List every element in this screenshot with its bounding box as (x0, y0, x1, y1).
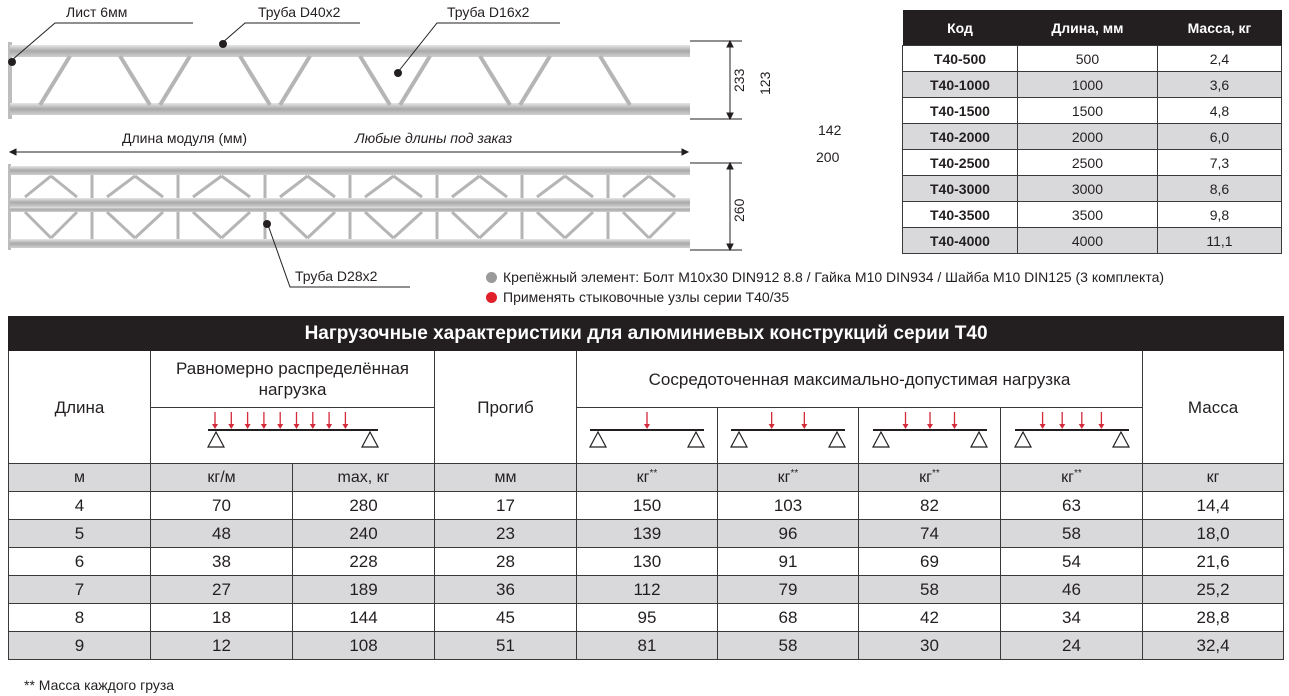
load-arrow-icon (1059, 412, 1065, 429)
header-point-load: Сосредоточенная максимально-допустимая нагрузка (577, 351, 1143, 408)
brace-tube (480, 176, 508, 197)
unit-cell (718, 464, 859, 492)
load-table-row (9, 632, 1284, 660)
header-mass: Масса, кг (1157, 10, 1281, 46)
brace-tube (280, 176, 308, 197)
load-cell: 139 (577, 520, 718, 548)
brace-tube (452, 212, 480, 238)
load-arrow-icon (212, 412, 218, 429)
code-table-row (903, 124, 1282, 150)
cell-length: 3000 (1017, 176, 1157, 202)
brace-tube (222, 176, 251, 197)
note-fastener (486, 267, 1164, 287)
load-cell: 17 (435, 492, 577, 520)
load-cell: 46 (1001, 576, 1143, 604)
cell-code: T40-1500 (903, 98, 1018, 124)
cell-length: 3500 (1017, 202, 1157, 228)
footnote-marker: ** (932, 468, 940, 479)
brace-tube (25, 176, 51, 197)
header-mass: Масса (1143, 351, 1284, 464)
load-cell: 68 (718, 604, 859, 632)
brace-tube (308, 212, 336, 238)
module-length-label: Длина модуля (мм) (122, 130, 248, 146)
code-table-row (903, 202, 1282, 228)
load-cell: 95 (577, 604, 718, 632)
load-cell: 240 (293, 520, 435, 548)
load-cell: 228 (293, 548, 435, 576)
callout-tube-brace: Труба D16x2 (447, 4, 530, 20)
length-dim-line (10, 149, 688, 155)
cell-mass: 11,1 (1157, 228, 1281, 254)
brace-tube (520, 56, 550, 105)
footnote-marker: ** (649, 468, 658, 479)
load-cell: 58 (1001, 520, 1143, 548)
cell-code: T40-500 (903, 46, 1018, 72)
brace-tube (600, 56, 630, 105)
cell-mass: 3,6 (1157, 72, 1281, 98)
load-table-row (9, 492, 1284, 520)
unit-cell (293, 464, 435, 492)
cell-length: 1500 (1017, 98, 1157, 124)
header-length: Длина (9, 351, 151, 464)
support-icon (1015, 432, 1031, 447)
cell-length: 500 (1017, 46, 1157, 72)
brace-tube (51, 212, 77, 238)
load-cell: 48 (151, 520, 293, 548)
cell-code: T40-2000 (903, 124, 1018, 150)
load-cell: 32,4 (1143, 632, 1284, 660)
load-cell: 18,0 (1143, 520, 1284, 548)
brace-tube (480, 212, 508, 238)
code-table-row (903, 72, 1282, 98)
brace-tube (360, 56, 390, 105)
brace-tube (308, 176, 336, 197)
load-cell: 9 (9, 632, 151, 660)
load-arrow-icon (902, 412, 908, 429)
load-cell: 112 (577, 576, 718, 604)
load-cell: 42 (859, 604, 1001, 632)
support-icon (590, 432, 606, 447)
code-table-row (903, 98, 1282, 124)
footnote: ** Масса каждого груза (24, 677, 175, 693)
load-arrow-icon (293, 412, 299, 429)
load-cell: 82 (859, 492, 1001, 520)
truss-top-view (8, 164, 690, 250)
load-arrow-icon (342, 412, 348, 429)
header-deflection: Прогиб (435, 351, 577, 464)
load-table-row (9, 576, 1284, 604)
load-cell: 36 (435, 576, 577, 604)
dim-260-label: 260 (731, 198, 747, 222)
callout-sheet: Лист 6мм (66, 4, 128, 20)
units-row (9, 464, 1284, 492)
support-icon (971, 432, 987, 447)
dim-142-label: 142 (818, 122, 842, 138)
load-arrow-icon (228, 412, 234, 429)
brace-tube (135, 176, 163, 197)
unit-cell (1001, 464, 1143, 492)
brace-tube (649, 176, 675, 197)
code-table-header (903, 10, 1282, 46)
unit-cell (9, 464, 151, 492)
load-arrow-icon (244, 412, 250, 429)
load-cell: 54 (1001, 548, 1143, 576)
truss-side-view (8, 42, 690, 119)
unit-label: м (74, 468, 85, 486)
side-braces (40, 56, 630, 105)
point-load-diagram-1 (577, 408, 718, 464)
unit-cell (151, 464, 293, 492)
load-cell: 81 (577, 632, 718, 660)
load-cell: 6 (9, 548, 151, 576)
unit-label: кг (636, 469, 650, 486)
point-load-diagram-2 (718, 408, 859, 464)
load-arrow-icon (1039, 412, 1045, 429)
brace-tube (565, 176, 593, 197)
unit-label: кг (1061, 469, 1075, 486)
brace-tube (25, 212, 51, 238)
unit-label: кг (1206, 468, 1220, 486)
cell-length: 4000 (1017, 228, 1157, 254)
brace-tube (565, 212, 593, 238)
four-point-load-icon (1007, 408, 1137, 458)
brace-tube (394, 176, 423, 197)
load-cell: 280 (293, 492, 435, 520)
code-table-row (903, 46, 1282, 72)
load-cell: 25,2 (1143, 576, 1284, 604)
code-table-row (903, 228, 1282, 254)
cell-length: 2500 (1017, 150, 1157, 176)
load-cell: 51 (435, 632, 577, 660)
brace-tube (649, 212, 675, 238)
bottom-chord (10, 103, 690, 115)
uniform-load-diagram (151, 408, 435, 464)
load-arrow-icon (277, 412, 283, 429)
unit-cell (577, 464, 718, 492)
support-icon (688, 432, 704, 447)
header-uniform-load: Равномерно распределённая нагрузка (151, 351, 435, 408)
brace-tube (51, 176, 77, 197)
note-text: Применять стыковочные узлы серии T40/35 (503, 289, 790, 305)
brace-tube (623, 212, 649, 238)
load-cell: 4 (9, 492, 151, 520)
support-icon (1113, 432, 1129, 447)
load-arrow-icon (260, 412, 266, 429)
cell-mass: 4,8 (1157, 98, 1281, 124)
load-cell: 103 (718, 492, 859, 520)
brace-tube (537, 212, 565, 238)
support-icon (829, 432, 845, 447)
brace-tube (40, 56, 70, 105)
load-arrow-icon (1098, 412, 1104, 429)
brace-tube (365, 176, 394, 197)
brace-tube (394, 212, 423, 238)
gray-dot-icon (486, 272, 497, 283)
load-cell: 12 (151, 632, 293, 660)
load-arrow-icon (644, 412, 650, 429)
red-dot-icon (486, 292, 497, 303)
unit-label: мм (494, 468, 517, 486)
code-table-row (903, 150, 1282, 176)
load-cell: 108 (293, 632, 435, 660)
cell-length: 2000 (1017, 124, 1157, 150)
load-arrow-icon (927, 412, 933, 429)
support-icon (362, 432, 378, 447)
cell-mass: 8,6 (1157, 176, 1281, 202)
brace-tube (135, 212, 163, 238)
cell-code: T40-2500 (903, 150, 1018, 176)
load-cell: 34 (1001, 604, 1143, 632)
unit-label: кг (919, 469, 933, 486)
load-arrow-icon (309, 412, 315, 429)
brace-tube (280, 56, 310, 105)
brace-tube (222, 212, 251, 238)
brace-tube (107, 212, 135, 238)
load-cell: 91 (718, 548, 859, 576)
note-text: Крепёжный элемент: Болт М10x30 DIN912 8.8 / Гайка М10 DIN934 / Шайба М10 DIN125 (3 комплекта) (503, 269, 1165, 285)
load-cell: 5 (9, 520, 151, 548)
top-chord (10, 45, 690, 57)
load-table-header-row (9, 351, 1284, 408)
load-cell: 45 (435, 604, 577, 632)
truss-drawing-svg (0, 0, 760, 300)
load-cell: 38 (151, 548, 293, 576)
unit-label: max, кг (337, 468, 390, 486)
load-cell: 70 (151, 492, 293, 520)
code-table-row (903, 176, 1282, 202)
load-cell: 30 (859, 632, 1001, 660)
load-cell: 28 (435, 548, 577, 576)
brace-tube (107, 176, 135, 197)
load-arrow-icon (769, 412, 775, 429)
load-table-title-row (9, 317, 1284, 351)
cell-code: T40-1000 (903, 72, 1018, 98)
load-table-row (9, 520, 1284, 548)
unit-cell (1143, 464, 1284, 492)
load-cell: 74 (859, 520, 1001, 548)
load-cell: 7 (9, 576, 151, 604)
load-table-title: Нагрузочные характеристики для алюминиевых конструкций серии T40 (9, 317, 1284, 351)
brace-tube (193, 212, 222, 238)
note-connector (486, 287, 1164, 307)
load-cell: 58 (718, 632, 859, 660)
load-arrow-icon (801, 412, 807, 429)
custom-length-label: Любые длины под заказ (355, 130, 513, 146)
brace-tube (240, 56, 270, 105)
load-arrow-icon (326, 412, 332, 429)
load-table (8, 316, 1284, 660)
unit-label: кг (777, 469, 791, 486)
cell-mass: 2,4 (1157, 46, 1281, 72)
load-cell: 96 (718, 520, 859, 548)
brace-tube (120, 56, 150, 105)
brace-tube (452, 176, 480, 197)
cell-mass: 6,0 (1157, 124, 1281, 150)
two-point-load-icon (723, 408, 853, 458)
load-cell: 150 (577, 492, 718, 520)
load-table-row (9, 604, 1284, 632)
load-arrow-icon (1078, 412, 1084, 429)
load-cell: 189 (293, 576, 435, 604)
support-icon (731, 432, 747, 447)
cell-length: 1000 (1017, 72, 1157, 98)
header-length: Длина, мм (1017, 10, 1157, 46)
support-icon (208, 432, 224, 447)
brace-tube (365, 212, 394, 238)
code-table (902, 10, 1282, 254)
load-cell: 18 (151, 604, 293, 632)
footnote-marker: ** (1074, 468, 1082, 479)
dim-123-label: 123 (757, 71, 773, 95)
brace-tube (623, 176, 649, 197)
footnote-marker: ** (790, 468, 799, 479)
notes (486, 267, 1164, 307)
dim-200-label: 200 (816, 149, 840, 165)
callout-tube-bottom: Труба D28x2 (295, 268, 378, 284)
cell-code: T40-4000 (903, 228, 1018, 254)
load-cell: 69 (859, 548, 1001, 576)
brace-tube (280, 212, 308, 238)
load-cell: 58 (859, 576, 1001, 604)
unit-cell (859, 464, 1001, 492)
load-cell: 27 (151, 576, 293, 604)
load-cell: 24 (1001, 632, 1143, 660)
load-cell: 79 (718, 576, 859, 604)
one-point-load-icon (582, 408, 712, 458)
cell-mass: 9,8 (1157, 202, 1281, 228)
load-cell: 130 (577, 548, 718, 576)
load-diagram-row (9, 408, 1284, 464)
uniform-load-diagram-icon (178, 408, 408, 458)
brace-tube (480, 56, 510, 105)
load-cell: 23 (435, 520, 577, 548)
three-point-load-icon (865, 408, 995, 458)
callout-tube-main: Труба D40x2 (258, 4, 341, 20)
load-cell: 14,4 (1143, 492, 1284, 520)
brace-tube (537, 176, 565, 197)
cell-code: T40-3000 (903, 176, 1018, 202)
load-cell: 8 (9, 604, 151, 632)
header-code: Код (903, 10, 1018, 46)
load-table-row (9, 548, 1284, 576)
load-cell: 144 (293, 604, 435, 632)
point-load-diagram-3 (859, 408, 1001, 464)
load-arrow-icon (951, 412, 957, 429)
point-load-diagram-4 (1001, 408, 1143, 464)
dim-233-label: 233 (731, 68, 747, 92)
unit-cell (435, 464, 577, 492)
support-icon (873, 432, 889, 447)
load-cell: 21,6 (1143, 548, 1284, 576)
load-cell: 28,8 (1143, 604, 1284, 632)
brace-tube (160, 56, 190, 105)
brace-tube (193, 176, 222, 197)
unit-label: кг/м (207, 468, 236, 486)
cell-mass: 7,3 (1157, 150, 1281, 176)
load-cell: 63 (1001, 492, 1143, 520)
cell-code: T40-3500 (903, 202, 1018, 228)
